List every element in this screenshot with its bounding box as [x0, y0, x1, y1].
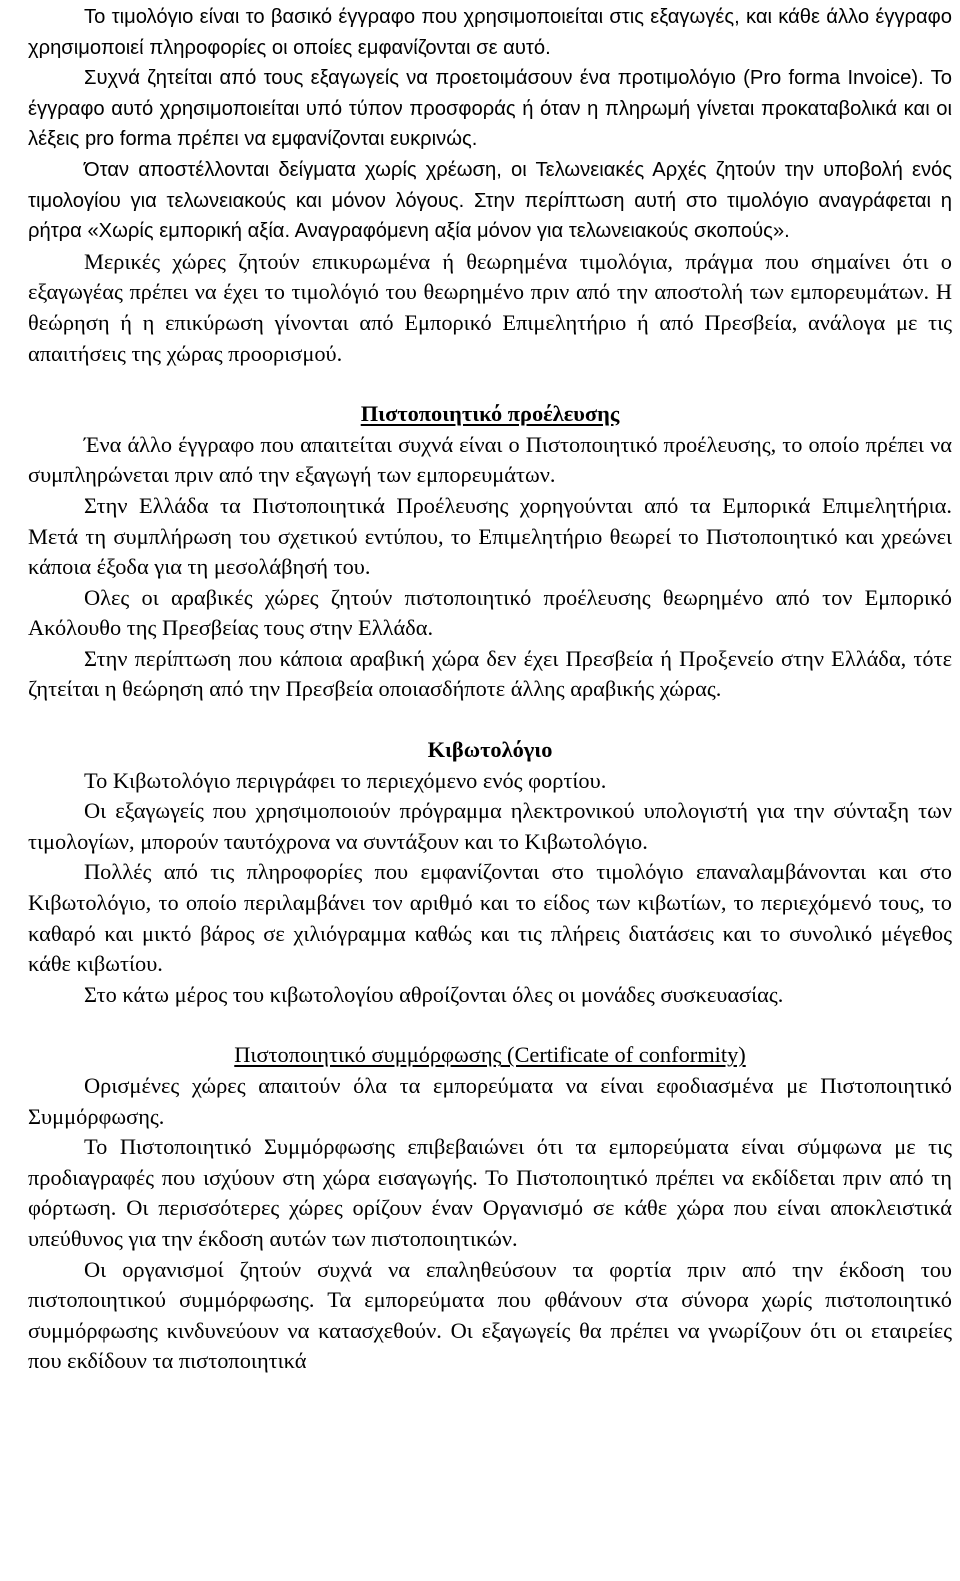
conformity-paragraph-1: Ορισμένες χώρες απαιτούν όλα τα εμπορεύματα να είναι εφοδιασμένα με Πιστοποιητικό Συμμόρφωσης. — [28, 1073, 952, 1129]
origin-paragraph-4: Στην περίπτωση που κάποια αραβική χώρα δεν έχει Πρεσβεία ή Προξενείο στην Ελλάδα, τότε ζητείται η θεώρηση από την Πρεσβεία οποιασδήποτε άλλης αραβικής χώρας. — [28, 645, 952, 702]
origin-paragraph-1: Ένα άλλο έγγραφο που απαιτείται συχνά είναι ο Πιστοποιητικό προέλευσης, το οποίο πρέπει να συμπληρώνεται πριν από την εξαγωγή των εμπορευμάτων. — [28, 431, 952, 488]
section-spacer — [28, 1010, 952, 1040]
conformity-paragraph-3: Οι οργανισμοί ζητούν συχνά να επαληθεύσουν τα φορτία πριν από την έκδοση του πιστοποιητικού συμμόρφωσης. Τα εμπορεύματα που φθάνουν στα σύνορα χωρίς πιστοποιητικό συμμόρφωσης κινδυνεύουν να κατασχεθούν. Οι εξαγωγείς θα πρέπει να γνωρίζουν ότι οι εταιρείες που εκδίδουν τα πιστοποιητικά — [28, 1256, 952, 1374]
origin-paragraph-3: Ολες οι αραβικές χώρες ζητούν πιστοποιητικό προέλευσης θεωρημένο από τον Εμπορικό Ακόλουθο της Πρεσβείας τους στην Ελλάδα. — [28, 584, 952, 641]
conformity-paragraph-2: Το Πιστοποιητικό Συμμόρφωσης επιβεβαιώνει ότι τα εμπορεύματα είναι σύμφωνα με τις προδιαγραφές που ισχύουν στη χώρα εισαγωγής. Το Πιστοποιητικό πρέπει να εκδίδεται πριν από τη φόρτωση. Οι περισσότερες χώρες ορίζουν έναν Οργανισμό σε κάθε χώρα που είναι αποκλειστικά υπεύθυνος για την έκδοση αυτών των πιστοποιητικών. — [28, 1134, 952, 1251]
intro-paragraph-2: Συχνά ζητείται από τους εξαγωγείς να προετοιμάσουν ένα προτιμολόγιο (Pro forma Invoice). Το έγγραφο αυτό χρησιμοποιείται υπό τύπον προσφοράς ή όταν η πληρωμή γίνεται προκαταβολικά και οι λέξεις pro forma πρέπει να εμφανίζονται ευκρινώς. — [28, 67, 952, 151]
packing-paragraph-1: Το Κιβωτολόγιο περιγράφει το περιεχόμενο ενός φορτίου. — [84, 767, 607, 793]
section-spacer — [28, 369, 952, 399]
origin-section-title: Πιστοποιητικό προέλευσης — [360, 401, 620, 427]
conformity-section-title: Πιστοποιητικό συμμόρφωσης (Certificate of conformity) — [234, 1042, 746, 1068]
packing-paragraph-4: Στο κάτω μέρος του κιβωτολογίου αθροίζονται όλες οι μονάδες συσκευασίας. — [84, 981, 784, 1007]
intro-paragraph-1: Το τιμολόγιο είναι το βασικό έγγραφο που χρησιμοποιείται στις εξαγωγές, και κάθε άλλο έγγραφο χρησιμοποιεί πληροφορίες οι οποίες εμφανίζονται σε αυτό. — [28, 6, 952, 59]
packing-paragraph-2: Οι εξαγωγείς που χρησιμοποιούν πρόγραμμα ηλεκτρονικού υπολογιστή για την σύνταξη των τιμολογίων, μπορούν ταυτόχρονα να συντάξουν και το Κιβωτολόγιο. — [28, 798, 952, 854]
packing-paragraph-3: Πολλές από τις πληροφορίες που εμφανίζονται στο τιμολόγιο επαναλαμβάνονται και στο Κιβωτολόγιο, το οποίο περιλαμβάνει τον αριθμό και το είδος των κιβωτίων, το περιεχόμενό τους, το καθαρό και μικτό βάρος σε χιλιόγραμμα καθώς και τις πλήρεις διατάσεις και το συνολικό μέγεθος κάθε κιβωτίου. — [28, 859, 952, 977]
intro-paragraph-4: Μερικές χώρες ζητούν επικυρωμένα ή θεωρημένα τιμολόγια, πράγμα που σημαίνει ότι ο εξαγωγέας πρέπει να έχει το τιμολόγιό του θεωρημένο πριν από την αποστολή των εμπορευμάτων. Η θεώρηση ή η επικύρωση γίνονται από Εμπορικό Επιμελητήριο ή από Πρεσβεία, ανάλογα με τις απαιτήσεις της χώρας προορισμού. — [28, 248, 952, 366]
packing-section-title: Κιβωτολόγιο — [427, 737, 553, 763]
origin-paragraph-2: Στην Ελλάδα τα Πιστοποιητικά Προέλευσης χορηγούνται από τα Εμπορικά Επιμελητήρια. Μετά τη συμπλήρωση του σχετικού εντύπου, το Επιμελητήριο θεωρεί το Πιστοποιητικό και χρεώνει κάποια έξοδα για τη μεσολάβησή του. — [28, 492, 952, 580]
intro-paragraph-3: Όταν αποστέλλονται δείγματα χωρίς χρέωση, οι Τελωνειακές Αρχές ζητούν την υποβολή ενός τιμολογίου για τελωνειακούς και μόνον λόγους. Στην περίπτωση αυτή στο τιμολόγιο αναγράφεται η ρήτρα «Χωρίς εμπορική αξία. Αναγραφόμενη αξία μόνον για τελωνειακούς σκοπούς». — [28, 158, 952, 243]
section-spacer — [28, 705, 952, 735]
